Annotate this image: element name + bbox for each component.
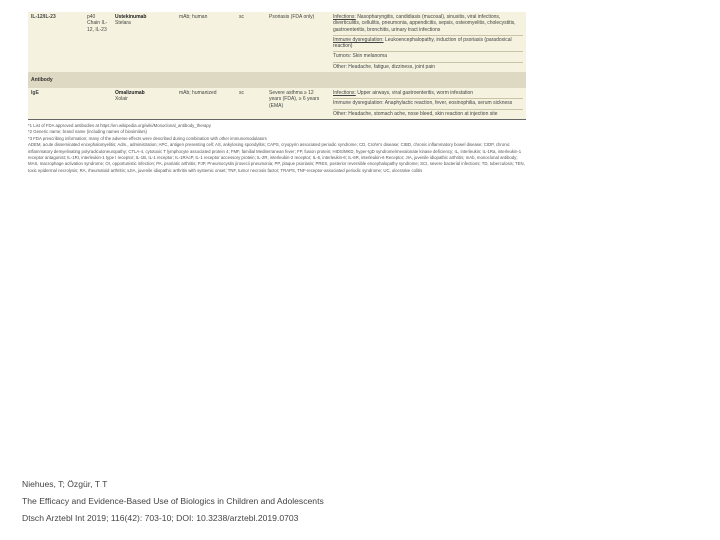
target-cell: IL-12/IL-23: [28, 12, 84, 72]
target-cell: IgE: [28, 88, 84, 119]
footnote-3: *3 FDA prescribing information; many of the adverse effects were described during combination with other immunomodulators: [28, 135, 267, 141]
table-row-ige: [28, 88, 526, 119]
infections-text: Infections: Nasopharyngitis, candidiasis (mucosal), sinusitis, viral infections, diverticulitis, cellulitis, pneumonia, appendicitis, sepsis, osteomyelitis, cholecystitis, gastroenteritis, bronchitis, urinary tract infections: [333, 14, 516, 33]
document-page: [28, 12, 526, 174]
section-row-antibody: [28, 72, 526, 88]
table-row-il12-il23: [28, 12, 526, 72]
biologics-table: [28, 12, 526, 120]
brand-name: Xolair: [115, 96, 128, 103]
type-cell: mAb; humanized: [176, 88, 236, 119]
citation-block: [22, 476, 324, 527]
tumors-text: Tumors: Skin melanoma: [333, 51, 523, 59]
type-cell: mAb; human: [176, 12, 236, 72]
indication-cell: Severe asthma ≥ 12 years (FDA), ≥ 6 years (EMA): [266, 88, 330, 119]
drug-cell: [112, 12, 176, 72]
table-footnotes: [28, 123, 526, 174]
adverse-effects-cell: [330, 12, 526, 72]
drug-cell: [112, 88, 176, 119]
section-label: Antibody: [28, 72, 526, 88]
citation-title: The Efficacy and Evidence-Based Use of Biologics in Children and Adolescents: [22, 496, 324, 506]
infections-text: Infections: Upper airways, viral gastroenteritis, worm infestation: [333, 90, 474, 97]
adverse-effects-cell: [330, 88, 526, 119]
molecule-cell: p40 Chain IL-12, IL-23: [84, 12, 112, 72]
immune-text: Immune dysregulation: Leukoencephalopathy, induction of psoriasis (paradoxical reaction): [333, 35, 523, 50]
brand-name: Stelara: [115, 20, 131, 27]
footnote-1: *1 List of FDA approved antibodies at https://en.wikipedia.org/wiki/Monoclonal_antibody_therapy: [28, 122, 211, 128]
other-text: Other: Headache, fatigue, dizziness, joint pain: [333, 62, 523, 70]
other-text: Other: Headache, stomach ache, nose bleed, skin reaction at injection site: [333, 109, 523, 117]
immune-text: Immune dysregulation: Anaphylactic reaction, fever, eosinophilia, serum sickness: [333, 98, 523, 106]
footnote-2: *2 Generic name; brand name (including names of biosimilars): [28, 129, 147, 135]
drug-name: Omalizumab: [115, 90, 145, 97]
citation-journal: Dtsch Arztebl Int 2019; 116(42): 703-10; DOI: 10.3238/arztebl.2019.0703: [22, 513, 299, 523]
route-cell: sc: [236, 88, 266, 119]
citation-authors: Niehues, T; Özgür, T T: [22, 479, 108, 489]
route-cell: sc: [236, 12, 266, 72]
drug-name: Ustekinumab: [115, 14, 147, 20]
abbreviations: ADEM, acute disseminated encephalomyelitis; Adm., administration; APC, antigen presenting cell; AS, ankylosing spondylitis; CAPS, cryopyrin associated periodic syndrome; CD, Crohn's disease; CIBD, chronic inflammatory bowel disease; CIDP, chronic inflammatory demyelinating polyradiculoneuropathy; CTLA-4, cytotoxic T lymphocyte associated protein 4; FMF, familial Mediterranean fever; FP, fusion protein; HIDS/MKD, hyper-IgD syndrome/mevalonate kinase deficiency; IL, interleukin; IL-1Ra, interleukin-1 receptor antagonist; IL-1RI, interleukin-1 type I receptor; IL-1B, IL-1 receptor; IL-1RAcP, IL-1 receptor accessory protein; IL-2R, interleukin-2 receptor; IL-6, interleukin-6; IL-6R, interleukin-6 Receptor; JIA, juvenile idiopathic arthritis; mAb, monoclonal antibody; MAS, macrophage activation syndrome; OI, opportunistic infection; PA, psoriatic arthritis; PJP, Pneumocystis jirovecii pneumonia; PP, plaque psoriasis; PRES, posterior reversible encephalopathy syndrome; SCI, severe bacterial infections; TD, tuberculosis; TEN, toxic epidermal necrolysis; RA, rheumatoid arthritis; sJIA, juvenile idiopathic arthritis with systemic onset; TNF, tumor necrosis factor; TRAPS, TNF-receptor-associated periodic syndrome; UC, ulcerative colitis: [28, 142, 525, 173]
indication-cell: Psoriasis (FDA only): [266, 12, 330, 72]
molecule-cell: [84, 88, 112, 119]
